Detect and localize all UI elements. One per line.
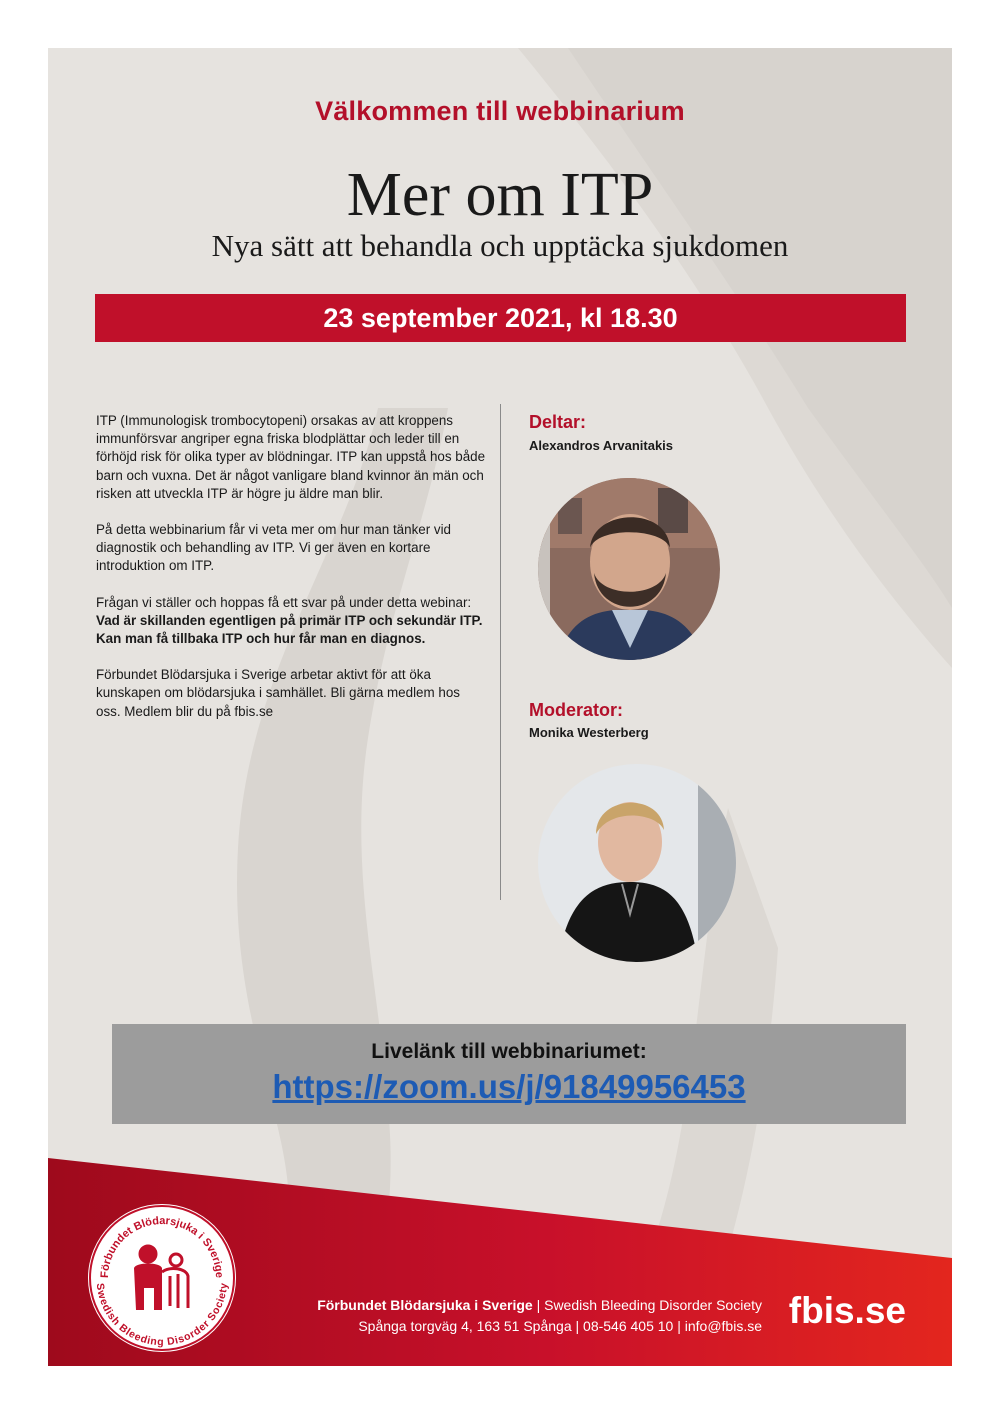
- description: [96, 412, 486, 739]
- column-divider: [500, 404, 501, 900]
- speaker-photo-alexandros: [538, 478, 720, 660]
- paragraph-intro: ITP (Immunologisk trombocytopeni) orsakas av att kroppens immunförsvar angriper egna friska blodplättar och leder till en förhöjd risk för olika typer av blödningar. ITP kan uppstå hos både barn och vuxna. Det är något vanligare bland kvinnor än män och risken att utveckla ITP är högre ju äldre man blir.: [96, 413, 486, 501]
- question-bold: Vad är skillanden egentligen på primär ITP och sekundär ITP. Kan man få tillbaka ITP och hur får man en diagnos.: [96, 612, 483, 647]
- logo-text-bottom: Swedish Bleeding Disorder Society: [93, 1282, 231, 1349]
- moderator-label: Moderator:: [529, 700, 623, 720]
- poster: [48, 48, 952, 1366]
- date-banner: 23 september 2021, kl 18.30: [95, 294, 906, 342]
- welcome-heading: Välkommen till webbinarium: [315, 96, 685, 126]
- paragraph-membership: Förbundet Blödarsjuka i Sverige arbetar aktivt för att öka kunskapen om blödarsjuka i samhället. Bli gärna medlem hos oss. Medlem blir du på fbis.se: [96, 667, 460, 719]
- deltar-name: Alexandros Arvanitakis: [529, 438, 674, 453]
- footer-address: Spånga torgväg 4, 163 51 Spånga | 08-546 405 10 | info@fbis.se: [358, 1318, 762, 1334]
- moderator-name: Monika Westerberg: [529, 725, 649, 740]
- footer-org-name-en: | Swedish Bleeding Disorder Society: [532, 1297, 762, 1313]
- paragraph-webinar: På detta webbinarium får vi veta mer om hur man tänker vid diagnostik och behandling av ITP. Vi ger även en kortare introduktion om ITP.: [96, 522, 452, 574]
- deltar-label: Deltar:: [529, 412, 587, 432]
- site-url[interactable]: fbis.se: [788, 1290, 906, 1331]
- question-intro: Frågan vi ställer och hoppas få ett svar på under detta webinar:: [96, 594, 472, 610]
- page-subtitle: Nya sätt att behandla och upptäcka sjukdomen: [211, 228, 789, 263]
- moderator-photo-monika: [538, 764, 736, 962]
- live-link-label: Livelänk till webbinariumet:: [371, 1040, 647, 1063]
- page-title: Mer om ITP: [346, 161, 654, 229]
- footer-org-line: [317, 1295, 762, 1316]
- logo-text-top: Förbundet Blödarsjuka i Sverige: [98, 1214, 226, 1279]
- fbis-logo: [86, 1202, 238, 1354]
- footer-org-name: Förbundet Blödarsjuka i Sverige: [317, 1297, 533, 1313]
- footer-contact: [317, 1295, 762, 1337]
- live-link-box: [112, 1024, 906, 1124]
- zoom-link[interactable]: https://zoom.us/j/91849956453: [272, 1068, 746, 1105]
- paragraph-question: [96, 594, 486, 649]
